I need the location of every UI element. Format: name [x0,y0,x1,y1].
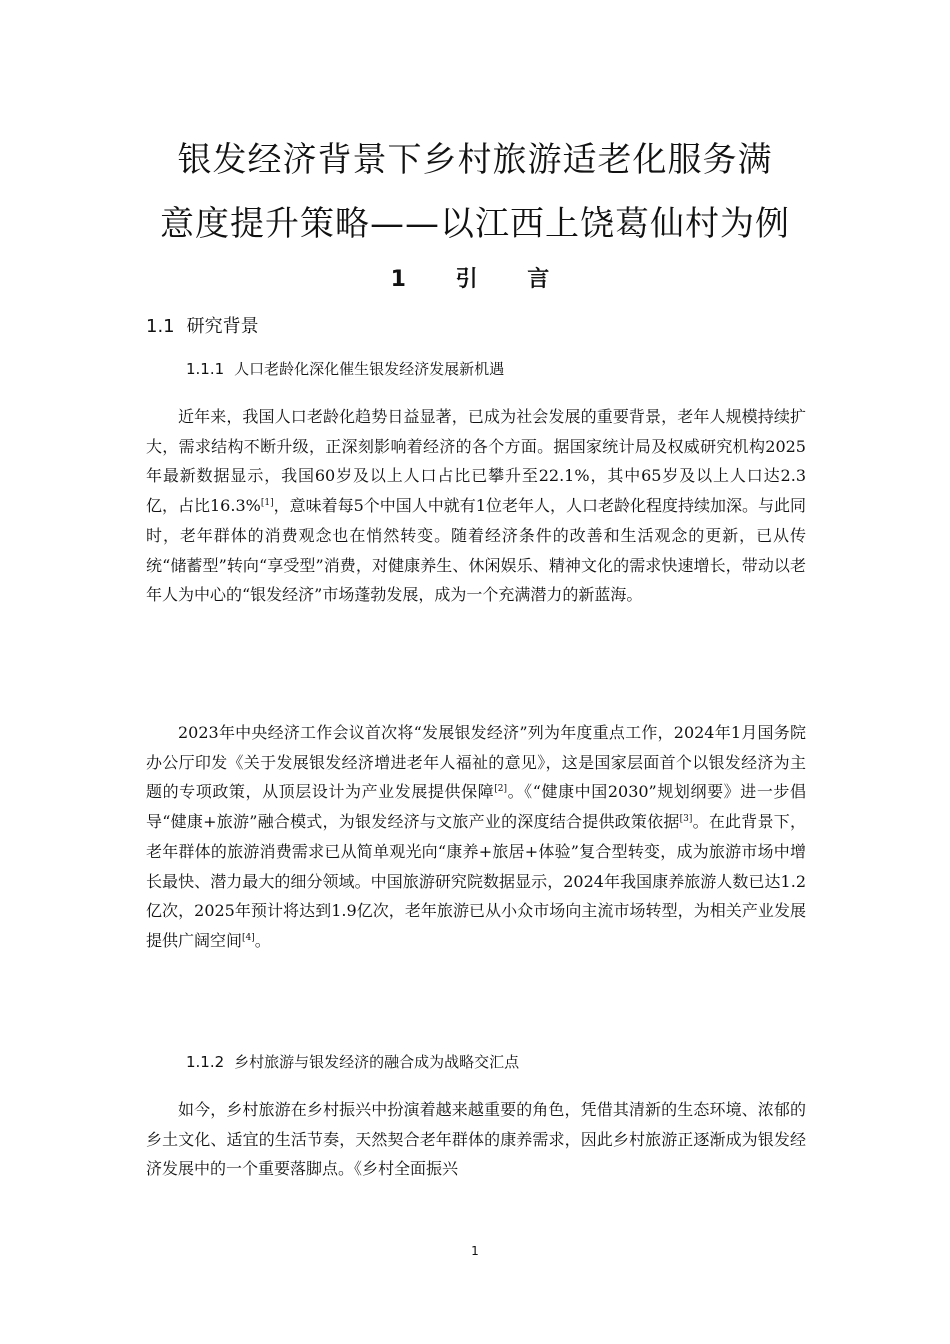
paragraph-text: 2023年中央经济工作会议首次将“发展银发经济”列为年度重点工作，2024年1月国务院办公厅印发《关于发展银发经济增进老年人福祉的意见》，这是国家层面首个以银发经济为主题的专项政策，从顶层设计为产业发展提供保障 [146,723,806,802]
subsection-heading-2 [186,1051,519,1072]
paragraph-2 [146,718,806,956]
paragraph-text: 。《“健康中国2030”规划纲要》进一步倡导“健康+旅游”融合模式，为银发经济与文旅产业的深度结合提供政策依据 [146,782,806,832]
subsection-label: 乡村旅游与银发经济的融合成为战略交汇点 [234,1053,520,1071]
paragraph-1 [146,402,806,610]
subsection-number: 1.1.1 [186,360,225,378]
chapter-heading: 1 引 言 [390,267,560,292]
paragraph-text: 。 [254,930,271,950]
paragraph-3 [146,1095,806,1184]
section-label: 研究背景 [186,316,259,337]
paragraph-text: 如今，乡村旅游在乡村振兴中扮演着越来越重要的角色，凭借其清新的生态环境、浓郁的乡土文化、适宜的生活节奏，天然契合老年群体的康养需求，因此乡村旅游正逐渐成为银发经济发展中的一个重要落脚点。《乡村全面振兴 [146,1100,806,1179]
section-number: 1.1 [146,316,175,337]
paragraph-text: 。在此背景下，老年群体的旅游消费需求已从简单观光向“康养+旅居+体验”复合型转变，成为旅游市场中增长最快、潜力最大的细分领域。中国旅游研究院数据显示，2024年我国康养旅游人数已达1.2亿次，2025年预计将达到1.9亿次，老年旅游已从小众市场向主流市场转型，为相关产业发展提供广阔空间 [146,812,806,950]
citation-ref: [4] [242,932,255,943]
citation-ref: [2] [494,784,507,795]
subsection-label: 人口老龄化深化催生银发经济发展新机遇 [234,360,505,378]
paragraph-text: 近年来，我国人口老龄化趋势日益显著，已成为社会发展的重要背景，老年人规模持续扩大，需求结构不断升级，正深刻影响着经济的各个方面。据国家统计局及权威研究机构2025年最新数据显示，我国60岁及以上人口占比已攀升至22.1%，其中65岁及以上人口达2.3亿，占比16.3% [146,407,806,516]
title-line-1: 银发经济背景下乡村旅游适老化服务满 [177,140,773,180]
section-heading [146,312,259,338]
citation-ref: [1] [260,498,274,509]
subsection-number: 1.1.2 [186,1053,225,1071]
subsection-heading-1 [186,358,504,379]
title-line-2: 意度提升策略——以江西上饶葛仙村为例 [160,204,790,244]
paragraph-text: ，意味着每5个中国人中就有1位老年人，人口老龄化程度持续加深。与此同时，老年群体的消费观念也在悄然转变。随着经济条件的改善和生活观念的更新，已从传统“储蓄型”转向“享受型”消费，对健康养生、休闲娱乐、精神文化的需求快速增长，带动以老年人为中心的“银发经济”市场蓬勃发展，成为一个充满潜力的新蓝海。 [146,496,806,605]
citation-ref: [3] [679,814,693,825]
page-number: 1 [471,1244,479,1258]
paper-title [80,128,870,256]
